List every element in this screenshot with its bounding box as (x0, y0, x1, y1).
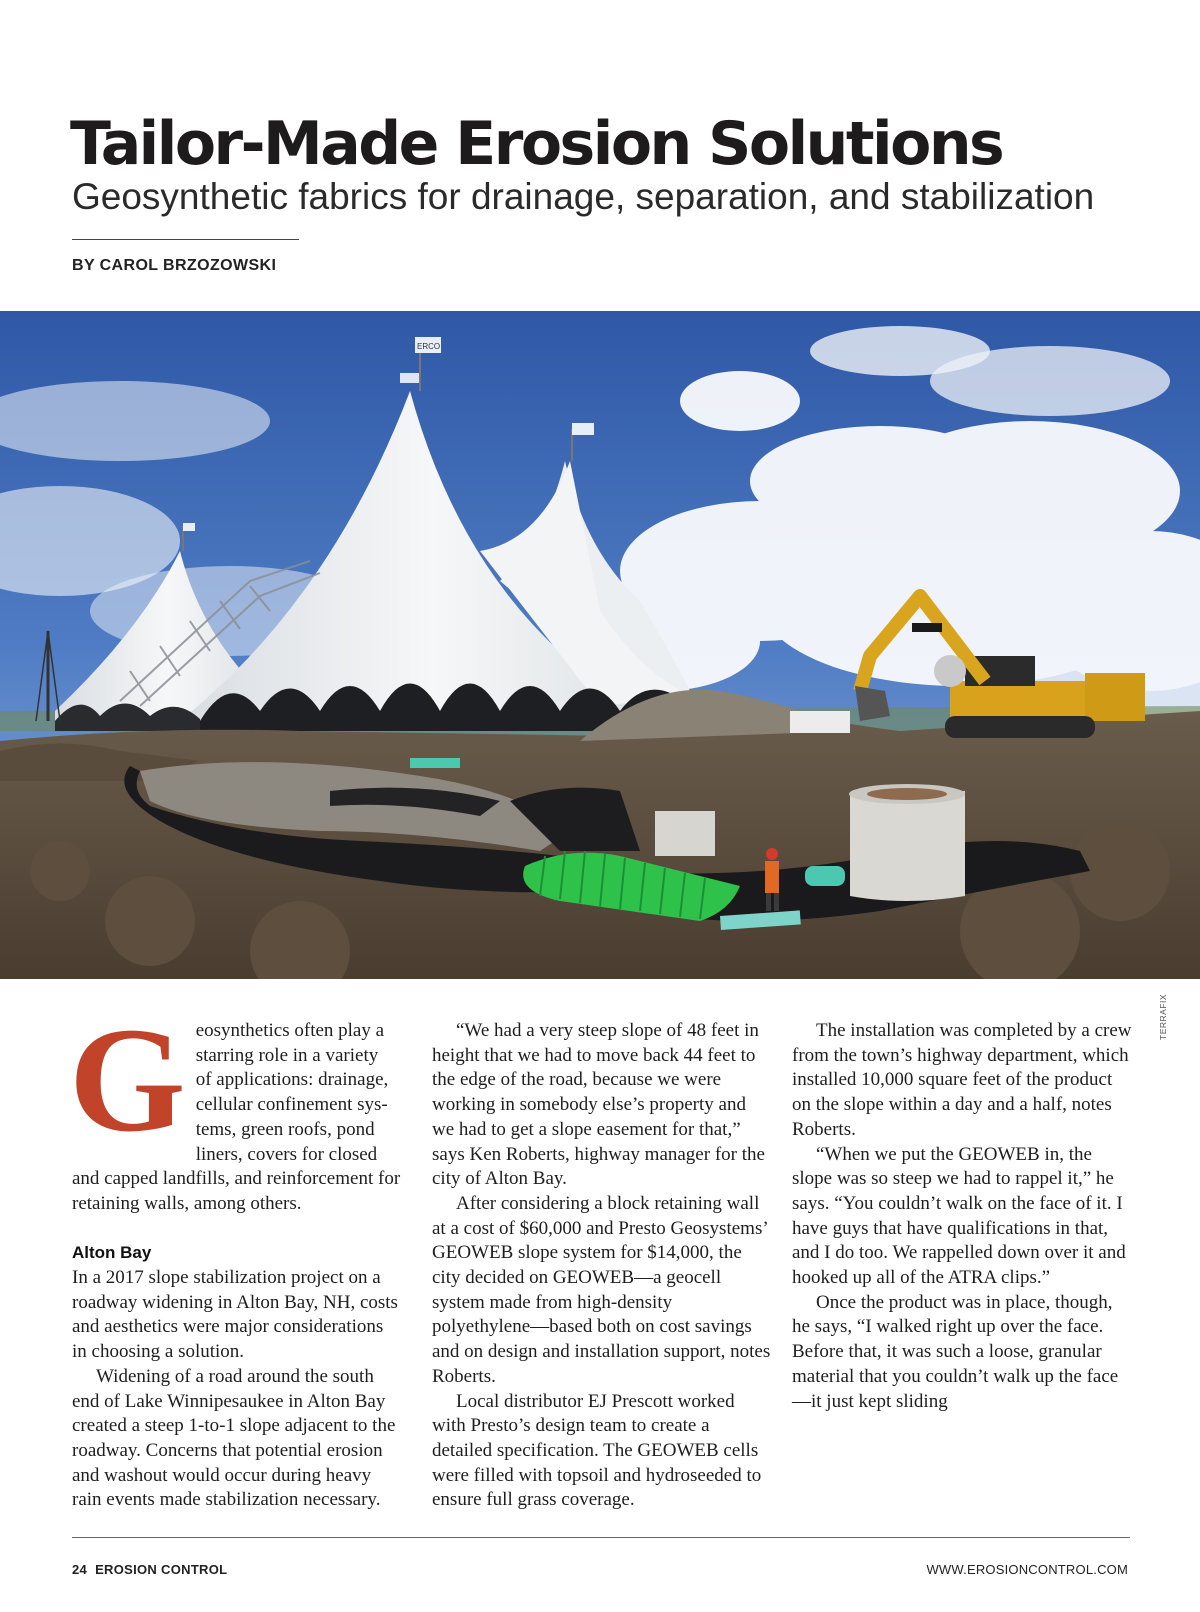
byline: BY CAROL BRZOZOWSKI (72, 257, 277, 274)
lead-line: of applications: drainage, (195, 1069, 389, 1091)
body-paragraph: In a 2017 slope stabilization project on a roadway widening in Alton Bay, NH, costs and aesthetics were major considerations in choosing a solution. (72, 1267, 398, 1363)
lead-line: cellular confinement sys- (195, 1094, 388, 1116)
article-column-1 (69, 997, 402, 1513)
article-column-3 (792, 1019, 1132, 1414)
website-url: WWW.EROSIONCONTROL.COM (926, 1562, 1128, 1577)
article-title: Tailor-Made Erosion Solutions (70, 109, 1003, 179)
body-paragraph: Widening of a road around the south end of Lake Winnipesaukee in Alton Bay created a steep 1-to-1 slope adjacent to the roadway. Concerns that potential erosion and washout would occur during heavy rain events made stabilization necessary. (72, 1365, 396, 1511)
drop-cap: G (69, 997, 186, 1163)
article-subtitle: Geosynthetic fabrics for drainage, separation, and stabilization (72, 176, 1095, 217)
lead-line: starring role in a variety (195, 1044, 379, 1066)
lead-line: tems, green roofs, pond (195, 1118, 375, 1140)
tent-flag-label: ERCO (417, 342, 441, 351)
body-paragraph: Local distributor EJ Prescott worked with Presto’s design team to create a detailed specification. The GEOWEB cells were filled with topsoil and hydroseeded to ensure full grass coverage. (432, 1390, 762, 1511)
body-paragraph: After considering a block retaining wall at a cost of $60,000 and Presto Geosystems’ GEOWEB slope system for $14,000, the city decided on GEOWEB—a geocell system made from high-density polyethylene—based both on cost savings and on design and installation support, notes Roberts. (432, 1192, 771, 1387)
lead-paragraph-rest: liners, covers for closed and capped landfills, and reinforcement for retaining walls, among others. (72, 1143, 401, 1214)
footer-divider (72, 1537, 1130, 1538)
byline-divider (72, 239, 299, 240)
hero-photo (0, 311, 1200, 979)
body-paragraph: The installation was completed by a crew from the town’s highway department, which installed 10,000 square feet of the product on the slope within a day and a half, notes Roberts. (792, 1020, 1132, 1140)
section-heading: Alton Bay (72, 1243, 152, 1263)
body-paragraph: Once the product was in place, though, he says, “I walked right up over the face. Before that, it was such a loose, granular material that you couldn’t walk up the face—it just kept sliding (792, 1291, 1119, 1412)
lead-line: eosynthetics often play a (195, 1020, 385, 1041)
magazine-name: EROSION CONTROL (95, 1562, 228, 1577)
page-folio (72, 1562, 227, 1577)
body-paragraph: “We had a very steep slope of 48 feet in height that we had to move back 44 feet to the edge of the road, because we were working in somebody else’s property and we had to get a slope easement for that,” says Ken Roberts, highway manager for the city of Alton Bay. (432, 1020, 765, 1190)
photo-credit: TERRAFIX (1158, 993, 1168, 1041)
article-column-2 (432, 1019, 772, 1513)
page-number: 24 (72, 1562, 88, 1577)
body-paragraph: “When we put the GEOWEB in, the slope was so steep we had to rappel it,” he says. “You couldn’t walk on the face of it. I have guys that have qualifications in that, and I do too. We rappelled down over it and hooked up all of the ATRA clips.” (792, 1143, 1126, 1289)
